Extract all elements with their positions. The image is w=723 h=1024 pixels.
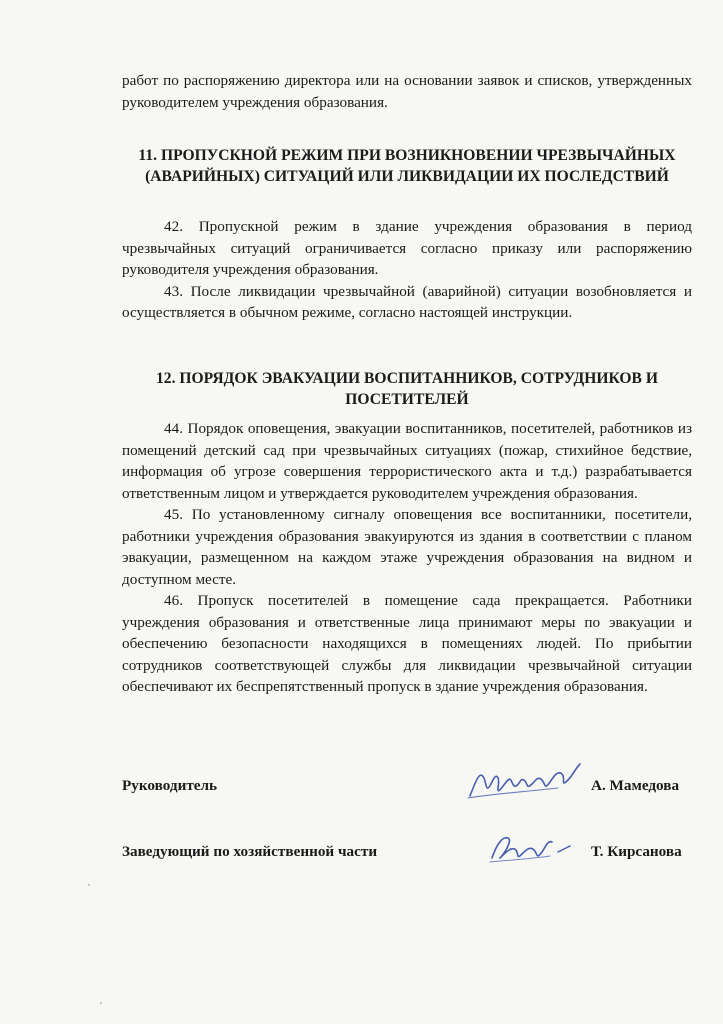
section-11-title: 11. ПРОПУСКНОЙ РЕЖИМ ПРИ ВОЗНИКНОВЕНИИ ЧРЕЗВЫЧАЙНЫХ (АВАРИЙНЫХ) СИТУАЦИЙ ИЛИ ЛИКВИДАЦИИ ИХ ПОСЛЕДСТВИЙ [138,147,676,185]
paragraph-43: 43. После ликвидации чрезвычайной (аварийной) ситуации возобновляется и осуществляется в обычном режиме, согласно настоящей инструкции. [122,282,692,321]
signature-name-director: А. Мамедова [591,777,680,794]
signature-name-manager: Т. Кирсанова [591,843,682,860]
paragraph-45: 45. По установленному сигналу оповещения все воспитанники, посетители, работники учреждения образования эвакуируются из здания в соответствии с планом эвакуации, размещенном на каждом этаже учреждения образования на видном и доступном месте. [122,506,692,588]
continuation-paragraph [122,70,692,113]
paragraph-42: 42. Пропускной режим в здание учреждения образования в период чрезвычайных ситуаций ограничивается согласно приказу или распоряжению руководителя учреждения образования. [122,218,692,278]
handwritten-signature-icon [462,758,587,806]
paragraph-46: 46. Пропуск посетителей в помещение сада прекращается. Работники учреждения образования и ответственные лица принимают меры по эвакуации и обеспечению безопасности находящихся в помещениях людей. По прибытии сотрудников соответствующей службы для ликвидации чрезвычайной ситуации обеспечивают их беспрепятственный пропуск в здание учреждения образования. [122,592,692,695]
handwritten-signature-icon [486,828,578,868]
scan-artifact [88,884,90,886]
signature-role-director: Руководитель [122,777,218,794]
section-11-body [122,216,692,324]
section-12-body [122,418,692,698]
scan-artifact [100,1002,102,1004]
continuation-text: работ по распоряжению директора или на основании заявок и списков, утвержденных руководителем учреждения образования. [122,72,692,111]
section-12-title: 12. ПОРЯДОК ЭВАКУАЦИИ ВОСПИТАННИКОВ, СОТРУДНИКОВ И ПОСЕТИТЕЛЕЙ [155,370,658,408]
paragraph-44: 44. Порядок оповещения, эвакуации воспитанников, посетителей, работников из помещений детский сад при чрезвычайных ситуациях (пожар, стихийное бедствие, информация об угрозе совершения террористического акта и т.д.) разрабатывается ответственным лицом и утверждается руководителем учреждения образования. [122,420,692,502]
signature-role-manager: Заведующий по хозяйственной части [122,843,378,860]
